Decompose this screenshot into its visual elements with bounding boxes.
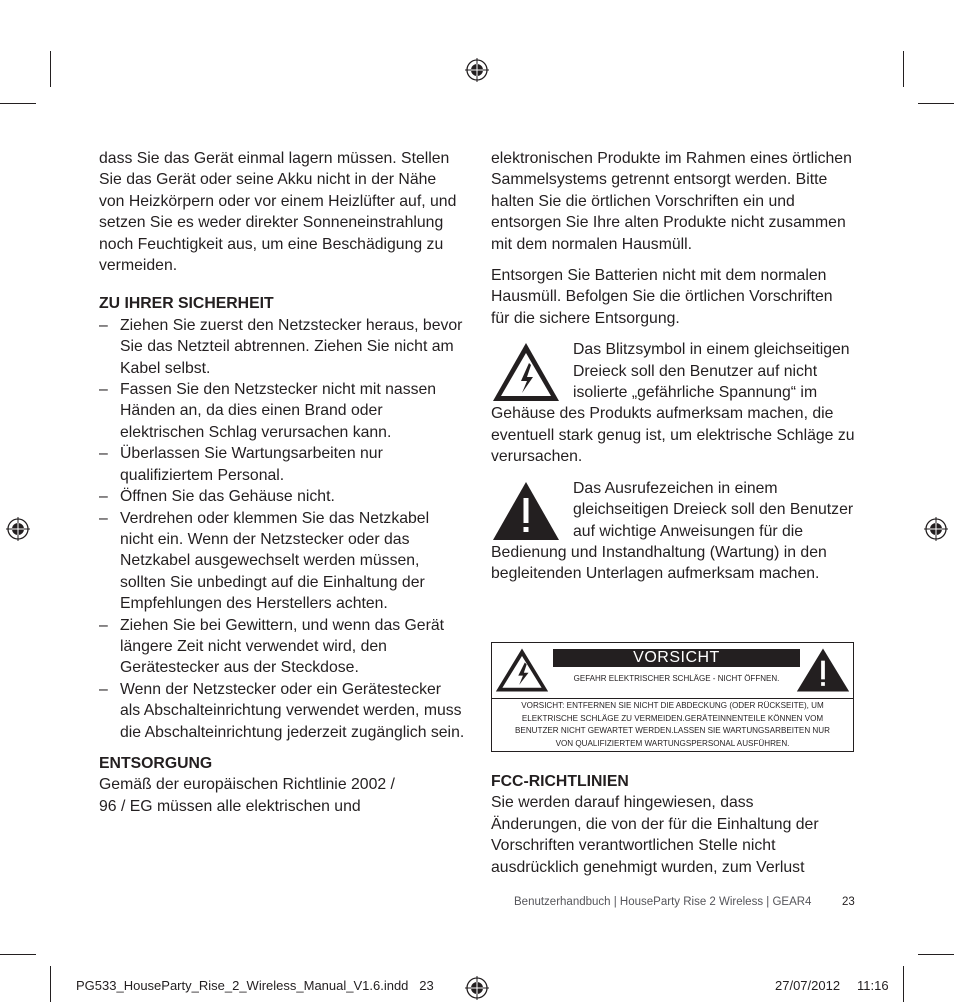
- fcc-heading: FCC-RICHTLINIEN: [491, 773, 629, 790]
- registration-mark-icon: [465, 976, 489, 1000]
- registration-mark-icon: [465, 58, 489, 82]
- crop-mark: [903, 966, 904, 1002]
- list-item: – Fassen Sie den Netzstecker nicht mit nassen Händen an, da dies einen Brand oder elektrischen Schlag verursachen kann.: [99, 379, 465, 443]
- lightning-triangle-icon: [491, 341, 561, 403]
- crop-mark: [0, 954, 36, 955]
- batteries-paragraph: Entsorgen Sie Batterien nicht mit dem normalen Hausmüll. Befolgen Sie die örtlichen Vorschriften für die sichere Entsorgung.: [491, 267, 833, 327]
- caution-line: ELEKTRISCHE SCHLÄGE ZU VERMEIDEN.GERÄTEINNENTEILE KÖNNEN VOM: [521, 713, 824, 723]
- list-item: – Verdrehen oder klemmen Sie das Netzkabel nicht ein. Wenn der Netzstecker oder das Netzkabel ausgewechselt werden müssen, sollten Sie unbedingt auf die Einhaltung der Empfehlungen des Herstellers achten.: [99, 508, 465, 615]
- caution-line: BENUTZER NICHT GEWARTET WERDEN.LASSEN SIE WARTUNGSARBEITEN NUR: [515, 726, 830, 736]
- caution-box: [491, 642, 854, 752]
- intro-paragraph: dass Sie das Gerät einmal lagern müssen. Stellen Sie das Gerät oder seine Akku nicht in der Nähe von Heizkörpern oder vor einem Heizlüfter auf, und setzen Sie es weder direkter Sonneneinstrahlung noch Feuchtigkeit aus, um eine Beschädigung zu vermeiden.: [99, 150, 457, 275]
- left-column: [99, 148, 465, 817]
- registration-mark-icon: [924, 517, 948, 541]
- list-item: – Ziehen Sie zuerst den Netzstecker heraus, bevor Sie das Netzteil abtrennen. Ziehen Sie nicht am Kabel selbst.: [99, 315, 465, 379]
- disposal-paragraph: Gemäß der europäischen Richtlinie 2002 / 96 / EG müssen alle elektrischen und: [99, 776, 395, 815]
- disposal-continued-paragraph: elektronischen Produkte im Rahmen eines örtlichen Sammelsystems getrennt entsorgt werden. Bitte halten Sie die örtlichen Vorschriften ein und entsorgen Sie Ihre alten Produkte nicht zusammen mit dem normalen Hausmüll.: [491, 150, 852, 253]
- fcc-paragraph: Sie werden darauf hingewiesen, dass Änderungen, die von der für die Einhaltung der Vorschriften verantwortlichen Stelle nicht ausdrücklich genehmigt wurden, zum Verlust: [491, 794, 819, 876]
- safety-heading: ZU IHRER SICHERHEIT: [99, 295, 274, 313]
- exclamation-warning: [491, 478, 855, 585]
- caution-title: VORSICHT: [553, 649, 800, 667]
- caution-subtitle: GEFAHR ELEKTRISCHER SCHLÄGE - NICHT ÖFFNEN.: [573, 674, 780, 683]
- crop-mark: [50, 51, 51, 87]
- caution-body: [492, 700, 853, 750]
- disposal-heading: ENTSORGUNG: [99, 754, 213, 772]
- slug-time: 11:16: [857, 978, 889, 993]
- slug-filename: PG533_HouseParty_Rise_2_Wireless_Manual_V1.6.indd 23: [76, 978, 434, 993]
- exclamation-triangle-icon: [795, 646, 851, 694]
- crop-mark: [903, 51, 904, 87]
- list-item: – Ziehen Sie bei Gewittern, und wenn das Gerät längere Zeit nicht verwendet wird, den Gerätestecker aus der Steckdose.: [99, 615, 465, 679]
- crop-mark: [50, 966, 51, 1002]
- list-item: – Wenn der Netzstecker oder ein Gerätestecker als Abschalteinrichtung verwendet werden, muss die Abschalteinrichtung jederzeit zugänglich sein.: [99, 679, 465, 743]
- exclamation-triangle-icon: [491, 480, 561, 542]
- page-number: 23: [842, 896, 855, 908]
- registration-mark-icon: [6, 517, 30, 541]
- safety-list: [99, 315, 465, 743]
- list-item: – Überlassen Sie Wartungsarbeiten nur qualifiziertem Personal.: [99, 443, 465, 486]
- slug-date: 27/07/2012: [775, 978, 841, 993]
- caution-line: VORSICHT: ENTFERNEN SIE NICHT DIE ABDECKUNG (ODER RÜCKSEITE), UM: [521, 701, 824, 710]
- caution-header: [492, 643, 853, 699]
- lightning-triangle-icon: [494, 646, 550, 694]
- crop-mark: [918, 103, 954, 104]
- caution-line: VON QUALIFIZIERTEM WARTUNGSPERSONAL AUSFÜHREN.: [555, 738, 790, 748]
- list-item: – Öffnen Sie das Gehäuse nicht.: [99, 486, 465, 507]
- fcc-section: [491, 771, 841, 878]
- crop-mark: [0, 103, 36, 104]
- crop-mark: [918, 954, 954, 955]
- right-column: [491, 148, 855, 585]
- lightning-paragraph: Das Blitzsymbol in einem gleichseitigen Dreieck soll den Benutzer auf nicht isolierte „gefährliche Spannung“ im Gehäuse des Produkts aufmerksam machen, die eventuell stark genug ist, um elektrische Schläge zu verursachen.: [491, 341, 855, 466]
- lightning-warning: [491, 339, 855, 467]
- running-footer: Benutzerhandbuch | HouseParty Rise 2 Wireless | GEAR4: [514, 896, 812, 908]
- exclamation-paragraph: Das Ausrufezeichen in einem gleichseitigen Dreieck soll den Benutzer auf wichtige Anweisungen für die Bedienung und Instandhaltung (Wartung) in den begleitenden Unterlagen aufmerksam machen.: [491, 479, 854, 583]
